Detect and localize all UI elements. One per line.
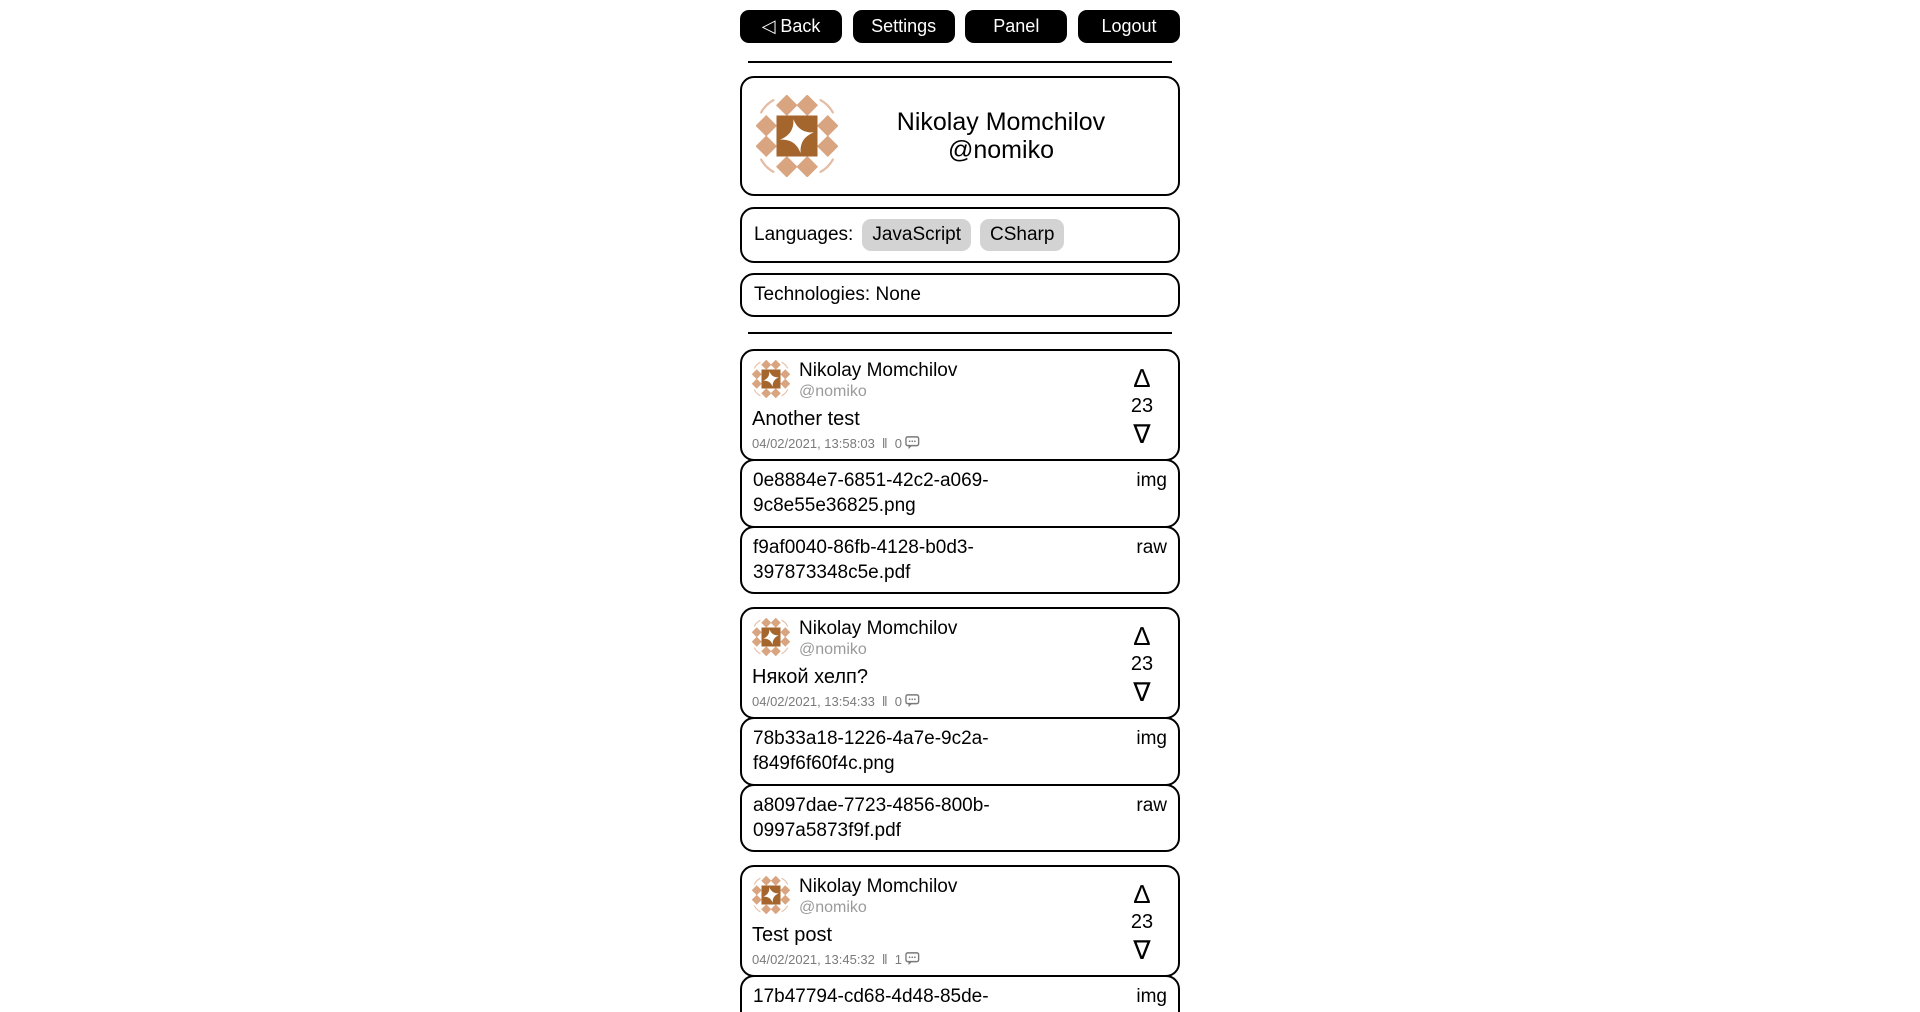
divider	[748, 61, 1172, 63]
divider	[748, 332, 1172, 334]
post-author-handle: @nomiko	[799, 382, 867, 400]
back-button[interactable]: ◁ Back	[740, 10, 842, 43]
settings-button[interactable]: Settings	[853, 10, 955, 43]
post-title: Някой хелп?	[752, 666, 868, 689]
language-badges	[862, 219, 1064, 251]
attachment-type-label: img	[1136, 986, 1167, 1008]
top-nav	[740, 0, 1180, 43]
attachment-type-label: raw	[1136, 794, 1167, 816]
comment-count: 1	[894, 951, 902, 967]
profile-card	[740, 76, 1180, 196]
attachment-row[interactable]	[740, 717, 1180, 786]
post-author-avatar-identicon	[752, 618, 790, 656]
post-author-avatar-identicon	[752, 360, 790, 398]
languages-label: Languages:	[754, 224, 854, 245]
meta-separator: ‖	[881, 951, 888, 968]
technologies-label: Technologies: None	[754, 284, 921, 305]
attachment-row[interactable]	[740, 975, 1180, 1012]
logout-button[interactable]: Logout	[1078, 10, 1180, 43]
post-author-name: Nikolay Momchilov	[799, 360, 958, 381]
attachment-filename: 0e8884e7-6851-42c2-a069-9c8e55e36825.png	[753, 470, 989, 517]
post-author-handle: @nomiko	[799, 640, 867, 658]
meta-separator: ‖	[881, 693, 888, 710]
post-author-row	[752, 360, 1116, 401]
attachment-filename: f9af0040-86fb-4128-b0d3-397873348c5e.pdf	[753, 536, 974, 583]
post-author-names	[799, 360, 957, 401]
post-author-row	[752, 876, 1116, 917]
panel-button[interactable]: Panel	[965, 10, 1067, 43]
post-main	[752, 360, 1116, 451]
attachment-row[interactable]	[740, 784, 1180, 853]
languages-card	[740, 207, 1180, 263]
vote-count: 23	[1130, 394, 1154, 417]
post-author-row	[752, 618, 1116, 659]
vote-column	[1116, 618, 1168, 709]
post-group	[740, 607, 1180, 852]
comment-bubble-icon	[905, 694, 920, 708]
language-badge: CSharp	[980, 219, 1064, 251]
attachment-row[interactable]	[740, 526, 1180, 595]
upvote-button[interactable]: ∆	[1134, 362, 1150, 393]
post-main	[752, 618, 1116, 709]
post-author-handle: @nomiko	[799, 899, 867, 917]
content-column	[740, 0, 1180, 1012]
vote-column	[1116, 876, 1168, 967]
post-title: Test post	[752, 924, 833, 947]
attachment-filename: 78b33a18-1226-4a7e-9c2a-f849f6f60f4c.png	[753, 728, 989, 775]
post-card[interactable]	[740, 865, 1180, 977]
attachment-type-label: img	[1136, 728, 1167, 750]
post-main	[752, 876, 1116, 967]
meta-separator: ‖	[881, 435, 888, 452]
attachment-type-label: img	[1136, 470, 1167, 492]
comment-count: 0	[894, 435, 902, 451]
downvote-button[interactable]: ∇	[1133, 934, 1151, 965]
post-author-avatar-identicon	[752, 876, 790, 914]
vote-count: 23	[1130, 652, 1154, 675]
post-card[interactable]	[740, 607, 1180, 719]
profile-name: Nikolay Momchilov	[896, 107, 1106, 136]
post-author-names	[799, 618, 957, 659]
technologies-card	[740, 273, 1180, 317]
upvote-button[interactable]: ∆	[1134, 620, 1150, 651]
post-author-name: Nikolay Momchilov	[799, 876, 958, 898]
comment-count: 0	[894, 693, 902, 709]
post-group	[740, 865, 1180, 1012]
attachment-filename: a8097dae-7723-4856-800b-0997a5873f9f.pdf	[753, 794, 990, 841]
post-title: Another test	[752, 408, 860, 431]
posts-feed	[740, 349, 1180, 1012]
post-group	[740, 349, 1180, 594]
profile-handle: @nomiko	[948, 136, 1054, 164]
language-badge: JavaScript	[862, 219, 971, 251]
post-meta	[752, 693, 1116, 709]
profile-names	[838, 108, 1164, 165]
profile-avatar-identicon	[756, 95, 838, 177]
post-author-name: Nikolay Momchilov	[799, 618, 958, 640]
attachment-type-label: raw	[1136, 536, 1167, 558]
post-timestamp: 04/02/2021, 13:45:32	[752, 951, 875, 967]
attachment-filename: 17b47794-cd68-4d48-85de-	[753, 986, 989, 1008]
post-timestamp: 04/02/2021, 13:54:33	[752, 693, 875, 709]
post-meta	[752, 951, 1116, 967]
attachment-row[interactable]	[740, 459, 1180, 528]
post-meta	[752, 435, 1116, 451]
comment-count-wrap	[895, 694, 920, 709]
downvote-button[interactable]: ∇	[1133, 676, 1151, 707]
post-timestamp: 04/02/2021, 13:58:03	[752, 435, 875, 451]
comment-count-wrap	[895, 436, 920, 451]
post-author-names	[799, 876, 957, 917]
upvote-button[interactable]: ∆	[1134, 878, 1150, 909]
vote-column	[1116, 360, 1168, 451]
vote-count: 23	[1130, 910, 1154, 933]
downvote-button[interactable]: ∇	[1133, 418, 1151, 449]
comment-bubble-icon	[905, 436, 920, 450]
comment-count-wrap	[895, 952, 920, 967]
post-card[interactable]	[740, 349, 1180, 461]
comment-bubble-icon	[905, 952, 920, 966]
